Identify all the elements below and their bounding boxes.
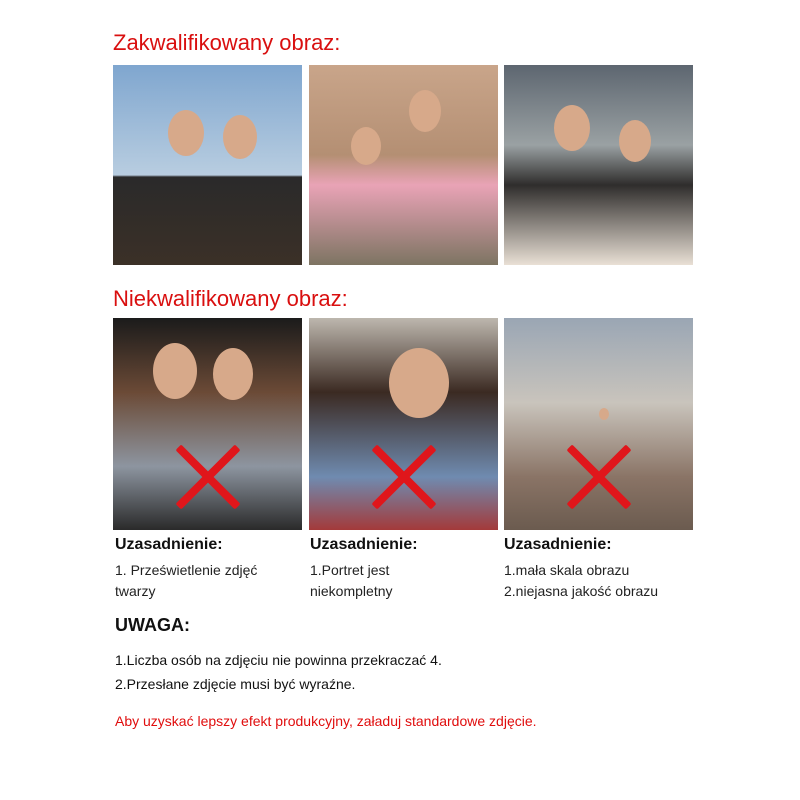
qualified-photo-couple-street [309,65,498,265]
qualified-photo-wedding-couple [504,65,693,265]
reason-title: Uzasadnienie: [504,536,612,553]
reason-1 [115,536,305,602]
qualified-heading: Zakwalifikowany obraz: [113,30,341,55]
cross-icon [566,444,632,510]
unqualified-photo-incomplete-portrait [309,318,498,530]
notice-item: 2.Przesłane zdjęcie musi być wyraźne. [115,676,356,692]
unqualified-heading: Niekwalifikowany obraz: [113,286,348,311]
unqualified-photo-overexposed [113,318,302,530]
reason-line: 1.Portret jest niekompletny [310,562,393,599]
reason-3 [504,536,694,602]
reason-line: 1. Prześwietlenie zdjęć twarzy [115,562,258,599]
notice-item: 1.Liczba osób na zdjęciu nie powinna przekraczać 4. [115,652,442,668]
unqualified-photo-small-scale [504,318,693,530]
reason-line: 2.niejasna jakość obrazu [504,583,659,599]
reason-title: Uzasadnienie: [115,536,223,553]
reason-line: 1.mała skala obrazu [504,562,630,578]
cross-icon [371,444,437,510]
qualified-photo-couple-sea [113,65,302,265]
cross-icon [175,444,241,510]
reason-2 [310,536,500,602]
reason-title: Uzasadnienie: [310,536,418,553]
footer-note: Aby uzyskać lepszy efekt produkcyjny, załaduj standardowe zdjęcie. [115,713,537,729]
notice-title: UWAGA: [115,615,190,635]
